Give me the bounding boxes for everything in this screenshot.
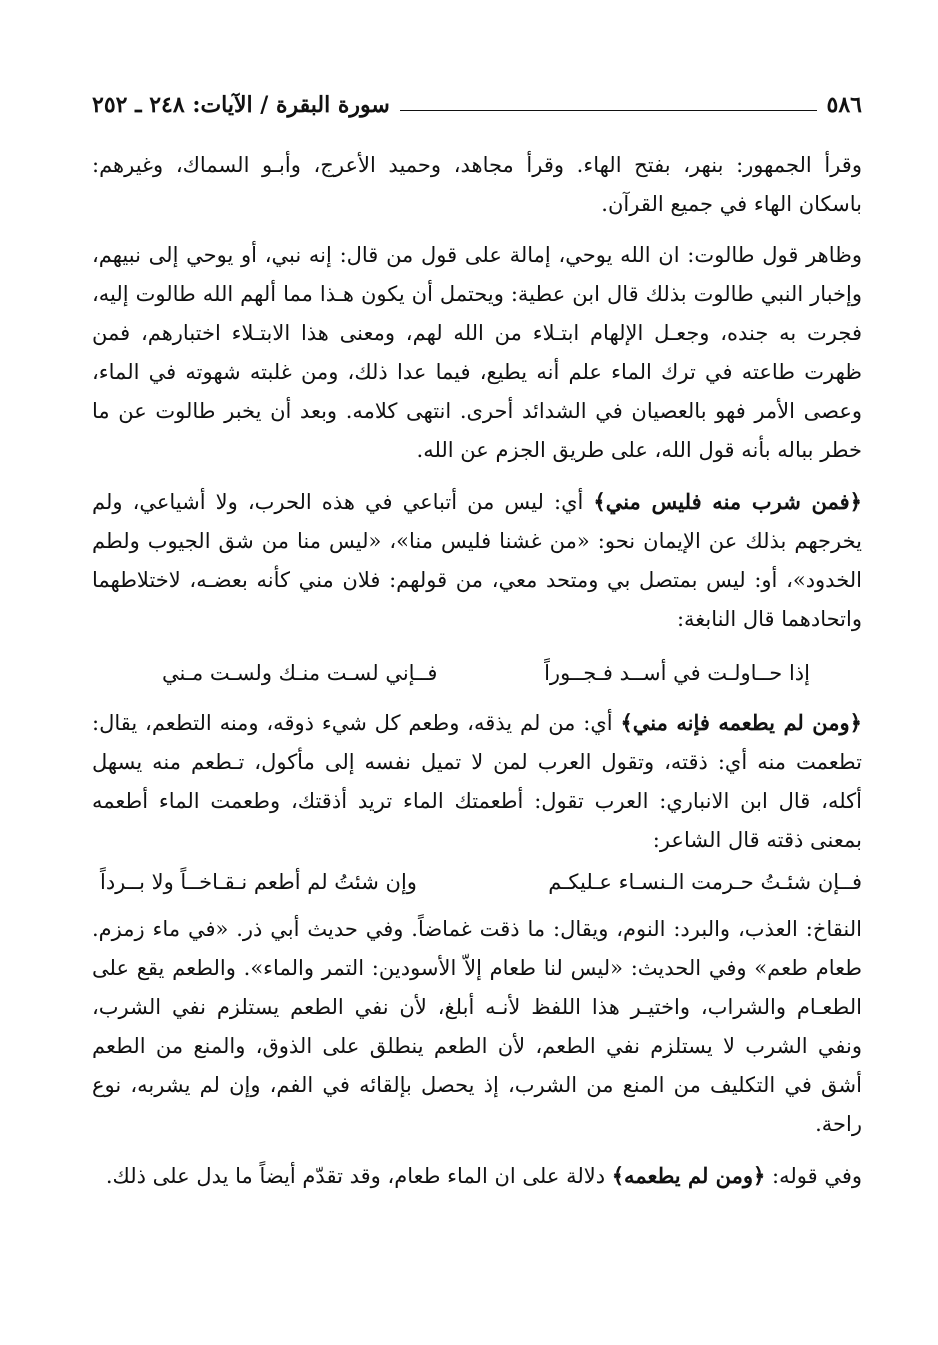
paragraph-text: دلالة على ان الماء طعام، وقد تقدّم أيضاً ما يدل على ذلك. xyxy=(105,1164,612,1188)
paragraph-text: وظاهر قول طالوت: ان الله يوحي، إمالة على قول من قال: إنه نبي، أو يوحي إلى نبيهم، وإخبار النبي طالوت بذلك قال ابن عطية: ويحتمل أن يكون هـذا مما ألهم الله طالوت إليه، فجرت به جنده، وجعـل الإلهام ابتـلاء من الله لهم، ومعنى هذا الابتـلاء اختبارهم، فمن ظهرت طاعته في ترك الماء علم أنه يطيع، فيما عدا ذلك، ومن غلبته شهوته في الماء، وعصى الأمر فهو بالعصيان في الشدائد أحرى. انتهى كلامه. وبعد أن يخبر طالوت عن ما خطر بباله بأنه قول الله، على طريق الجزم عن الله. xyxy=(92,243,862,462)
verse-first-hemistich: فــإن شئـتُ حـرمت الـنسـاء عـليكـم xyxy=(548,870,862,894)
running-header xyxy=(92,86,862,118)
quran-quote: ﴿ومن لم يطعمه فإنه مني﴾ xyxy=(620,710,862,735)
header-rule xyxy=(400,110,817,111)
header-title: سورة البقرة / الآيات: ٢٤٨ ـ ٢٥٢ xyxy=(92,92,390,118)
page-number: ٥٨٦ xyxy=(826,92,862,118)
paragraph-5 xyxy=(92,910,862,1144)
verse-second-hemistich: وإن شئتُ لم أطعم نـقـاخــاً ولا بــرداً xyxy=(100,870,417,894)
verse-second-hemistich: فــإني لسـت منـك ولسـت مـني xyxy=(162,661,438,685)
verse-first-hemistich: إذا حــاولـت في أســد فـجــوراً xyxy=(544,661,810,685)
paragraph-text: أي: من لم يذقه، وطعم كل شيء ذوقه، ومنه التطعم، يقال: تطعمت منه أي: ذقته، وتقول العرب لمن لا تميل نفسه إلى مأكول، تـطعم منه يسهل أكله، قال ابن الانباري: العرب تقول: أطعمتك الماء تريد أذقتك، وطعمت الماء أطعمه بمعنى ذقته قال الشاعر: xyxy=(92,711,862,852)
quran-quote: ﴿فمن شرب منه فليس مني﴾ xyxy=(593,489,862,514)
paragraph-prefix: وفي قوله: xyxy=(765,1164,862,1188)
paragraph-4 xyxy=(92,703,862,860)
paragraph-6 xyxy=(92,1156,862,1196)
paragraph-1 xyxy=(92,146,862,224)
paragraph-3 xyxy=(92,482,862,639)
paragraph-text: أي: ليس من أتباعي في هذه الحرب، ولا أشياعي، ولم يخرجهم بذلك عن الإيمان نحو: «من غشنا فليس منا»، «ليس منا من شق الجيوب ولطم الخدود»، أو: ليس بمتصل بي ومتحد معي، من قولهم: فلان مني كأنه بعضـه، لاختلاطهما واتحادهما قال النابغة: xyxy=(92,490,862,631)
poetry-verse-1 xyxy=(92,653,862,693)
page-body xyxy=(92,146,862,1196)
paragraph-2 xyxy=(92,236,862,470)
paragraph-text: النقاخ: العذب، والبرد: النوم، ويقال: ما ذقت غماضاً. وفي حديث أبي ذر. «في ماء زمزم. طعام طعم» وفي الحديث: «ليس لنا طعام إلاّ الأسودين: التمر والماء». والطعم يقع على الطعـام والشراب، واختيـر هذا اللفظ لأنـه أبلغ، لأن نفي الطعم يستلزم نفي الشرب، ونفي الشرب لا يستلزم نفي الطعم، لأن الطعم ينطلق على الذوق، والمنع من الطعم أشق في التكليف من المنع من الشرب، إذ يحصل بإلقائه في الفم، وإن لم يشربه، نوع راحة. xyxy=(92,917,862,1136)
paragraph-text: وقرأ الجمهور: بنهر، بفتح الهاء. وقرأ مجاهد، وحميد الأعرج، وأبـو السماك، وغيرهم: باسكان الهاء في جميع القرآن. xyxy=(92,153,862,216)
quran-quote: ﴿ومن لم يطعمه﴾ xyxy=(611,1163,766,1188)
poetry-verse-2 xyxy=(92,862,862,902)
